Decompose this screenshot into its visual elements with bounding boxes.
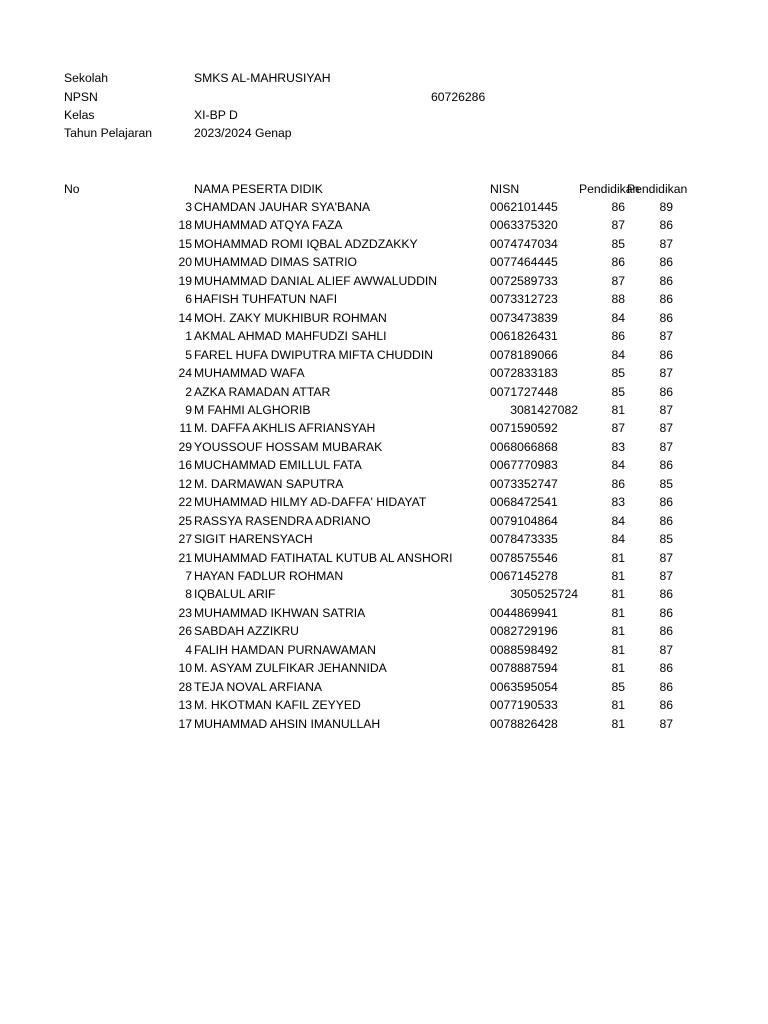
row-score-1: 87	[611, 274, 625, 288]
row-nisn: 0067145278	[490, 569, 558, 583]
row-score-2: 87	[659, 403, 673, 417]
row-score-1: 86	[611, 477, 625, 491]
row-name: MUHAMMAD DANIAL ALIEF AWWALUDDIN	[194, 274, 438, 288]
row-nisn: 0067770983	[490, 458, 558, 472]
row-score-2: 86	[659, 255, 673, 269]
row-no: 3	[185, 200, 192, 214]
row-name: M. ASYAM ZULFIKAR JEHANNIDA	[194, 661, 387, 675]
row-no: 8	[185, 587, 192, 601]
row-name: AZKA RAMADAN ATTAR	[194, 385, 331, 399]
row-no: 11	[179, 421, 192, 435]
row-nisn: 0077464445	[490, 255, 558, 269]
row-nisn: 0073352747	[490, 477, 558, 491]
row-nisn: 0074747034	[490, 237, 558, 251]
row-name: M FAHMI ALGHORIB	[194, 403, 311, 417]
kelas-label: Kelas	[64, 108, 95, 122]
row-score-1: 87	[611, 421, 625, 435]
row-no: 28	[178, 680, 192, 694]
row-score-1: 88	[611, 292, 625, 306]
npsn-label: NPSN	[64, 90, 98, 104]
row-score-1: 85	[611, 680, 625, 694]
row-no: 22	[178, 495, 192, 509]
row-score-1: 83	[611, 495, 625, 509]
row-nisn: 0072589733	[490, 274, 558, 288]
row-score-2: 86	[659, 514, 673, 528]
row-nisn: 0063375320	[490, 218, 558, 232]
row-nisn: 0078826428	[490, 717, 558, 731]
row-nisn: 3081427082	[510, 403, 578, 417]
row-score-1: 83	[611, 440, 625, 454]
row-score-1: 81	[611, 606, 625, 620]
row-no: 24	[178, 366, 192, 380]
row-name: FAREL HUFA DWIPUTRA MIFTA CHUDDIN	[194, 348, 434, 362]
row-name: MUCHAMMAD EMILLUL FATA	[194, 458, 362, 472]
row-score-2: 86	[659, 587, 673, 601]
row-name: RASSYA RASENDRA ADRIANO	[194, 514, 371, 528]
sekolah-label: Sekolah	[64, 71, 109, 85]
row-score-1: 81	[611, 587, 625, 601]
row-nisn: 0078887594	[490, 661, 558, 675]
row-name: AKMAL AHMAD MAHFUDZI SAHLI	[194, 329, 387, 343]
row-score-1: 86	[611, 329, 625, 343]
row-nisn: 0082729196	[490, 624, 558, 638]
row-score-2: 87	[659, 717, 673, 731]
row-score-1: 81	[611, 624, 625, 638]
header-pendidikan-1: Pendidikan	[579, 182, 640, 196]
row-name: MOHAMMAD ROMI IQBAL ADZDZAKKY	[194, 237, 418, 251]
row-name: M. DARMAWAN SAPUTRA	[194, 477, 344, 491]
row-score-1: 84	[611, 348, 625, 362]
row-score-2: 86	[659, 218, 673, 232]
row-name: HAFISH TUHFATUN NAFI	[194, 292, 338, 306]
row-no: 2	[185, 385, 192, 399]
row-nisn: 0079104864	[490, 514, 558, 528]
row-score-2: 85	[659, 477, 673, 491]
row-nisn: 0063595054	[490, 680, 558, 694]
row-score-2: 86	[659, 624, 673, 638]
row-no: 7	[185, 569, 192, 583]
row-nisn: 0072833183	[490, 366, 558, 380]
row-no: 20	[178, 255, 192, 269]
row-score-1: 86	[611, 255, 625, 269]
row-score-2: 86	[659, 606, 673, 620]
row-score-1: 81	[611, 551, 625, 565]
row-score-1: 81	[611, 717, 625, 731]
row-name: MUHAMMAD ATQYA FAZA	[194, 218, 343, 232]
row-score-2: 86	[659, 311, 673, 325]
row-no: 21	[178, 551, 192, 565]
row-no: 23	[178, 606, 192, 620]
row-nisn: 0068472541	[490, 495, 558, 509]
row-no: 6	[185, 292, 192, 306]
row-name: FALIH HAMDAN PURNAWAMAN	[194, 643, 376, 657]
row-score-1: 85	[611, 385, 625, 399]
row-nisn: 0077190533	[490, 698, 558, 712]
row-score-1: 86	[611, 200, 625, 214]
row-no: 26	[178, 624, 192, 638]
row-no: 5	[185, 348, 192, 362]
row-score-2: 87	[659, 643, 673, 657]
row-nisn: 0078575546	[490, 551, 558, 565]
row-no: 19	[178, 274, 192, 288]
row-name: MOH. ZAKY MUKHIBUR ROHMAN	[194, 311, 387, 325]
row-name: TEJA NOVAL ARFIANA	[194, 680, 323, 694]
row-score-1: 81	[611, 698, 625, 712]
header-no: No	[64, 182, 80, 196]
row-nisn: 0078189066	[490, 348, 558, 362]
row-score-1: 81	[611, 643, 625, 657]
row-nisn: 0073312723	[490, 292, 558, 306]
row-score-1: 84	[611, 532, 625, 546]
row-no: 4	[185, 643, 192, 657]
row-no: 25	[178, 514, 192, 528]
row-score-2: 87	[659, 366, 673, 380]
row-nisn: 3050525724	[510, 587, 578, 601]
row-score-1: 81	[611, 403, 625, 417]
row-score-2: 86	[659, 348, 673, 362]
row-nisn: 0078473335	[490, 532, 558, 546]
row-score-1: 81	[611, 569, 625, 583]
header-nisn: NISN	[490, 182, 520, 196]
row-name: HAYAN FADLUR ROHMAN	[194, 569, 344, 583]
row-score-2: 87	[659, 440, 673, 454]
row-no: 29	[178, 440, 192, 454]
row-no: 27	[178, 532, 192, 546]
row-name: YOUSSOUF HOSSAM MUBARAK	[194, 440, 383, 454]
row-nisn: 0071727448	[490, 385, 558, 399]
row-score-2: 89	[659, 200, 673, 214]
row-score-2: 86	[659, 385, 673, 399]
sekolah-value: SMKS AL-MAHRUSIYAH	[194, 71, 331, 85]
kelas-value: XI-BP D	[194, 108, 238, 122]
tahun-value: 2023/2024 Genap	[194, 126, 292, 140]
row-score-2: 87	[659, 569, 673, 583]
row-no: 9	[185, 403, 192, 417]
row-no: 18	[178, 218, 192, 232]
header-pendidikan-2: Pendidikan	[627, 182, 688, 196]
row-nisn: 0088598492	[490, 643, 558, 657]
row-no: 16	[178, 458, 192, 472]
row-score-2: 86	[659, 661, 673, 675]
row-name: SIGIT HARENSYACH	[194, 532, 313, 546]
npsn-value: 60726286	[431, 90, 486, 104]
row-no: 1	[185, 329, 192, 343]
row-score-2: 87	[659, 421, 673, 435]
row-score-1: 85	[611, 366, 625, 380]
row-name: IQBALUL ARIF	[194, 587, 276, 601]
row-name: SABDAH AZZIKRU	[194, 624, 299, 638]
row-score-1: 84	[611, 514, 625, 528]
row-nisn: 0061826431	[490, 329, 558, 343]
row-name: MUHAMMAD AHSIN IMANULLAH	[194, 717, 381, 731]
row-nisn: 0044869941	[490, 606, 558, 620]
row-name: MUHAMMAD HILMY AD-DAFFA' HIDAYAT	[194, 495, 427, 509]
row-score-2: 85	[659, 532, 673, 546]
row-name: MUHAMMAD FATIHATAL KUTUB AL ANSHORI	[194, 551, 453, 565]
tahun-label: Tahun Pelajaran	[64, 126, 153, 140]
row-no: 15	[178, 237, 192, 251]
row-nisn: 0073473839	[490, 311, 558, 325]
row-score-1: 84	[611, 311, 625, 325]
row-name: MUHAMMAD WAFA	[194, 366, 305, 380]
row-score-2: 86	[659, 495, 673, 509]
row-score-1: 85	[611, 237, 625, 251]
row-no: 17	[178, 717, 192, 731]
row-name: MUHAMMAD IKHWAN SATRIA	[194, 606, 366, 620]
row-nisn: 0068066868	[490, 440, 558, 454]
row-name: M. DAFFA AKHLIS AFRIANSYAH	[194, 421, 376, 435]
row-no: 14	[178, 311, 192, 325]
row-nisn: 0062101445	[490, 200, 558, 214]
row-no: 10	[178, 661, 192, 675]
row-score-2: 87	[659, 237, 673, 251]
row-nisn: 0071590592	[490, 421, 558, 435]
row-no: 12	[178, 477, 192, 491]
row-score-1: 84	[611, 458, 625, 472]
row-score-2: 87	[659, 551, 673, 565]
row-score-2: 86	[659, 458, 673, 472]
row-score-2: 87	[659, 329, 673, 343]
row-name: MUHAMMAD DIMAS SATRIO	[194, 255, 357, 269]
row-score-2: 86	[659, 274, 673, 288]
row-name: M. HKOTMAN KAFIL ZEYYED	[194, 698, 361, 712]
row-score-1: 87	[611, 218, 625, 232]
row-score-1: 81	[611, 661, 625, 675]
row-name: CHAMDAN JAUHAR SYA'BANA	[194, 200, 371, 214]
row-score-2: 86	[659, 680, 673, 694]
row-score-2: 86	[659, 292, 673, 306]
row-no: 13	[178, 698, 192, 712]
row-score-2: 86	[659, 698, 673, 712]
header-name: NAMA PESERTA DIDIK	[194, 182, 323, 196]
